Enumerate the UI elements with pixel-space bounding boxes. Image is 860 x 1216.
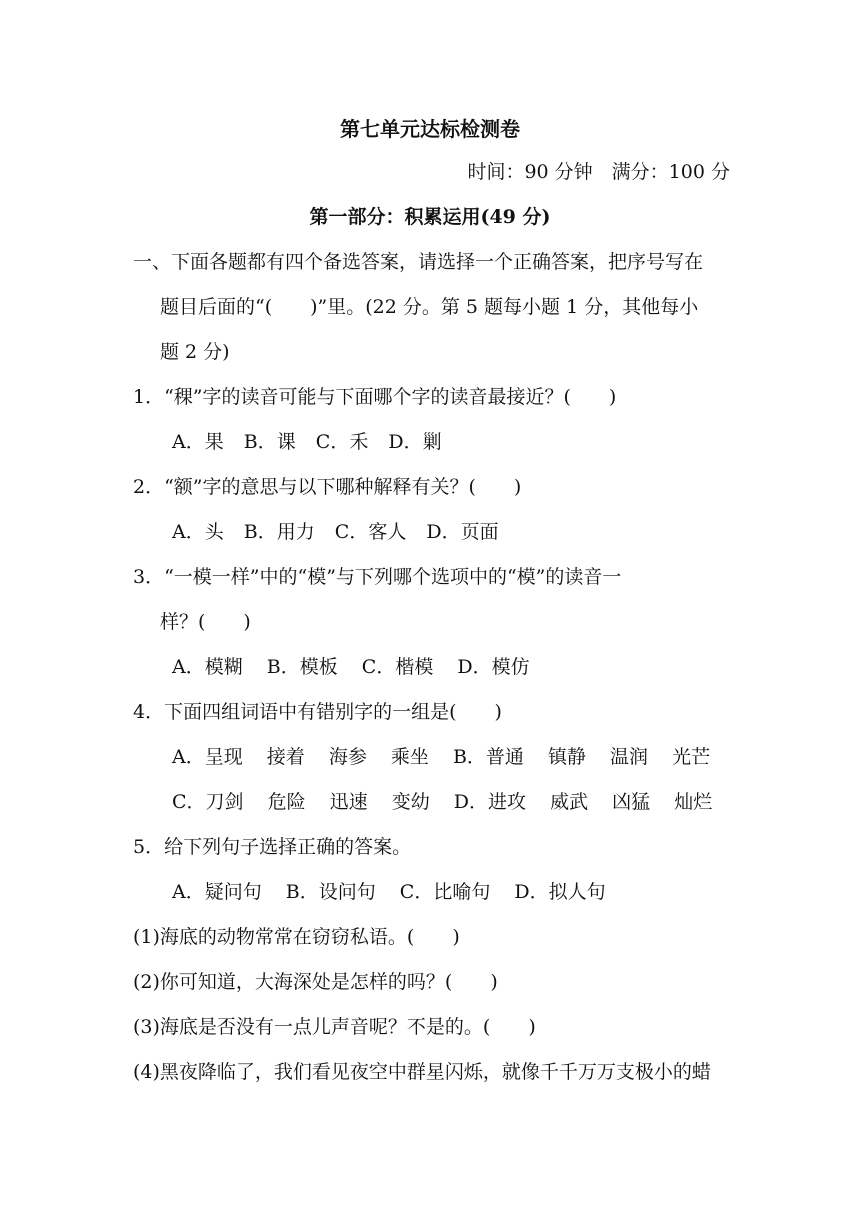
page-title: 第七单元达标检测卷 [340,117,520,141]
option: C．客人 [334,521,407,543]
q3-stem-line-1: 3．“一模一样”中的“模”与下列哪个选项中的“模”的读音一 [133,566,622,588]
option: B．课 [243,431,296,453]
q1-stem: 1．“稞”字的读音可能与下面哪个字的读音最接近？( ) [133,386,617,408]
word: 凶猛 [612,791,651,813]
q4-options-row-2 [172,790,730,814]
q5-item-3: (3)海底是否没有一点儿声音呢？不是的。( ) [133,1016,536,1038]
option: D．进攻 [453,791,527,813]
option: B．用力 [243,521,315,543]
option: B．普通 [452,746,524,768]
q5-options [172,880,624,904]
q5-item-1: (1)海底的动物常常在窃窃私语。( ) [133,926,460,948]
option: D．页面 [426,521,499,543]
q2-options [172,520,513,544]
option: C．禾 [315,431,369,453]
option: A．模糊 [172,656,243,678]
word: 光芒 [672,746,711,768]
option: A．疑问句 [172,881,262,903]
q3-stem-line-2: 样？( ) [160,611,251,633]
word: 迅速 [329,791,368,813]
word: 乘坐 [390,746,429,768]
question-intro-line-2: 题目后面的“( )”里。(22 分。第 5 题每小题 1 分，其他每小 [160,296,699,318]
question-intro-line-3: 题 2 分) [160,341,230,363]
option: C．比喻句 [399,881,491,903]
option: C．楷模 [361,656,434,678]
exam-meta: 时间：90 分钟 满分：100 分 [467,161,730,183]
option: A．头 [172,521,224,543]
q4-stem: 4．下面四组词语中有错别字的一组是( ) [133,701,502,723]
option: B．模板 [266,656,338,678]
option: A．呈现 [172,746,243,768]
word: 变幼 [391,791,430,813]
q4-options-row-1 [172,745,728,769]
q5-item-2: (2)你可知道，大海深处是怎样的吗？( ) [133,971,498,993]
word: 温润 [610,746,649,768]
q5-item-4: (4)黑夜降临了，我们看见夜空中群星闪烁，就像千千万万支极小的蜡 [133,1061,711,1083]
q1-options [172,430,456,454]
option: D．拟人句 [514,881,606,903]
q2-stem: 2．“额”字的意思与以下哪种解释有关？( ) [133,476,522,498]
option: D．模仿 [457,656,530,678]
q5-stem: 5．给下列句子选择正确的答案。 [133,836,412,858]
word: 威武 [550,791,589,813]
option: C．刀剑 [172,791,244,813]
q3-options [172,655,548,679]
option: A．果 [172,431,224,453]
word: 镇静 [547,746,586,768]
question-intro-line-1: 一、下面各题都有四个备选答案，请选择一个正确答案，把序号写在 [133,251,704,273]
option: B．设问句 [285,881,376,903]
section-heading: 第一部分：积累运用(49 分) [309,206,551,228]
word: 灿烂 [674,791,713,813]
option: D．剿 [388,431,442,453]
word: 危险 [267,791,306,813]
word: 海参 [328,746,367,768]
word: 接着 [266,746,305,768]
